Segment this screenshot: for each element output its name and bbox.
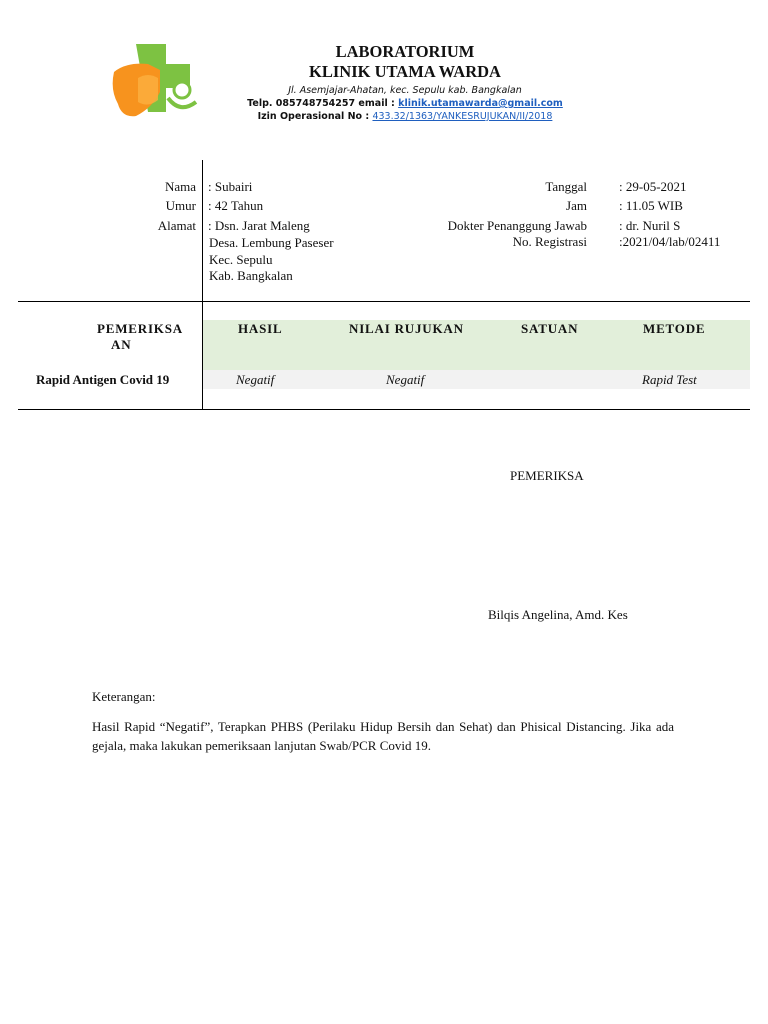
col-hasil-header: HASIL [238,321,283,336]
alamat-line2: Desa. Lembung Paseser [209,235,334,250]
tanggal-label: Tanggal [545,179,587,194]
alamat-line4: Kab. Bangkalan [209,268,293,283]
nama-label: Nama [164,179,196,194]
row-pemeriksaan: Rapid Antigen Covid 19 [36,372,170,387]
registrasi-label: No. Registrasi [512,234,587,249]
jam-label: Jam [566,198,587,213]
dokter-label: Dokter Penanggung Jawab [447,218,587,233]
dokter-value: : dr. Nuril S [619,218,681,233]
alamat-label: Alamat [157,218,196,233]
umur-value: : 42 Tahun [208,198,264,213]
col-satuan-header: SATUAN [521,321,579,336]
jam-value: : 11.05 WIB [619,198,683,213]
clinic-name: KLINIK UTAMA WARDA [309,62,501,81]
col-pemeriksaan-line2: AN [111,337,132,352]
lab-title: LABORATORIUM [335,42,475,61]
izin-number-link[interactable]: 433.32/1363/YANKESRUJUKAN/II/2018 [372,111,553,122]
notes-text: Hasil Rapid “Negatif”, Terapkan PHBS (Perilaku Hidup Bersih dan Sehat) dan Phisical Distancing. Jika ada gejala, maka lakukan pemeriksaan lanjutan Swab/PCR Covid 19. [92,719,674,753]
row-metode: Rapid Test [642,372,697,387]
izin-label: Izin Operasional No : [257,111,373,122]
row-nilai: Negatif [386,372,425,387]
tanggal-value: : 29-05-2021 [619,179,687,194]
row-hasil: Negatif [236,372,275,387]
telp-label: Telp. 085748754257 email : [247,98,399,109]
col-pemeriksaan-header [97,321,183,353]
alamat-line3: Kec. Sepulu [209,252,273,267]
signature-role: PEMERIKSA [510,468,584,483]
table-top-rule [18,301,750,302]
table-bottom-rule [18,409,750,410]
contact-line [200,97,610,110]
clinic-address: Jl. Asemjajar-Ahatan, kec. Sepulu kab. Bangkalan [288,85,522,96]
izin-line [200,110,610,123]
col-pemeriksaan-line1: PEMERIKSA [97,321,183,336]
email-link[interactable]: klinik.utamawarda@gmail.com [398,98,563,109]
col-metode-header: METODE [643,321,706,336]
umur-label: Umur [165,198,196,213]
alamat-line1: : Dsn. Jarat Maleng [208,218,310,233]
notes-label: Keterangan: [92,689,156,704]
medical-cross-leaf-logo-icon [108,42,200,120]
nama-value: : Subairi [208,179,253,194]
registrasi-value: :2021/04/lab/02411 [619,234,721,249]
col-nilai-header: NILAI RUJUKAN [349,321,464,336]
signature-name: Bilqis Angelina, Amd. Kes [488,607,628,622]
